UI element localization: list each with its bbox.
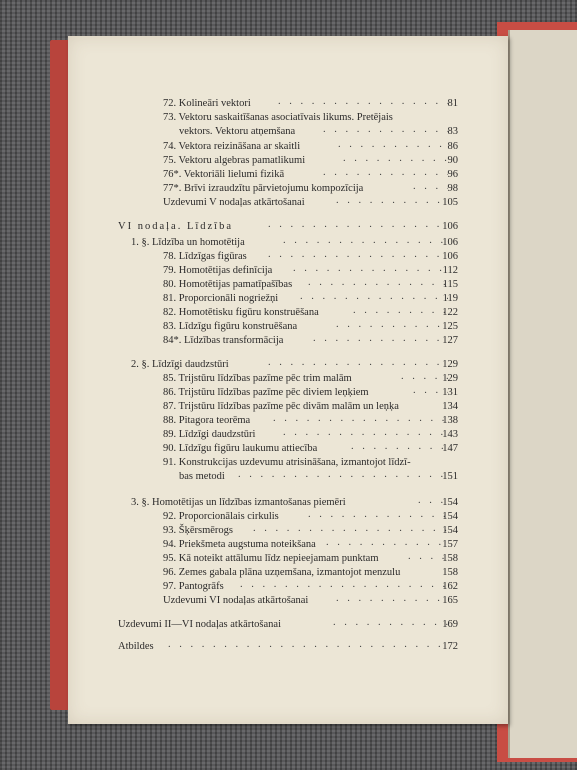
toc-entry (68, 552, 508, 566)
entry-text: Uzdevumi VI nodaļas atkārtošanai (163, 595, 309, 606)
entry-text: 76*. Vektoriāli lielumi fizikā (163, 169, 285, 180)
leader-dots (240, 578, 448, 592)
leader-dots (273, 412, 448, 426)
leader-dots (168, 638, 448, 652)
entry-text: 79. Homotētijas definīcija (163, 265, 273, 276)
entry-page: 96 (447, 169, 458, 180)
entry-text: Uzdevumi V nodaļas atkārtošanai (163, 197, 305, 208)
entry-text: bas metodi (179, 471, 225, 482)
toc-entry (68, 618, 508, 632)
entry-page: 138 (442, 415, 458, 426)
entry-page: 112 (442, 265, 458, 276)
entry-text: 80. Homotētijas pamatīpašības (163, 279, 293, 290)
entry-text: 73. Vektoru saskaitīšanas asociatīvais likums. Pretējais (163, 112, 393, 123)
entry-text: 75. Vektoru algebras pamatlikumi (163, 155, 306, 166)
entry-page: 131 (442, 387, 458, 398)
entry-page: 129 (442, 373, 458, 384)
entry-text: 90. Līdzīgu figūru laukumu attiecība (163, 443, 318, 454)
entry-page: 158 (442, 567, 458, 578)
entry-text: 86. Trijstūru līdzības pazīme pēc diviem leņķiem (163, 387, 369, 398)
entry-text: 85. Trijstūru līdzības pazīme pēc trim malām (163, 373, 352, 384)
entry-text: 72. Kolineāri vektori (163, 98, 251, 109)
entry-page: 106 (442, 251, 458, 262)
entry-text: 88. Pitagora teorēma (163, 415, 251, 426)
entry-page: 105 (442, 197, 458, 208)
entry-text: 84*. Līdzības transformācija (163, 335, 284, 346)
entry-text: 92. Proporcionālais cirkulis (163, 511, 279, 522)
entry-page: 127 (442, 335, 458, 346)
leader-dots (238, 468, 448, 482)
toc-entry (68, 97, 508, 111)
entry-text: 93. Šķērsmērogs (163, 525, 233, 536)
entry-page: 125 (442, 321, 458, 332)
entry-page: 143 (442, 429, 458, 440)
entry-text: 95. Kā noteikt attālumu līdz nepieejamam punktam (163, 553, 379, 564)
leader-dots (268, 356, 448, 370)
entry-text: 82. Homotētisku figūru konstruēšana (163, 307, 319, 318)
entry-text: vektors. Vektoru atņemšana (179, 126, 296, 137)
entry-page: 154 (442, 497, 458, 508)
entry-text: 96. Zemes gabala plāna uzņemšana, izmantojot menzulu (163, 567, 401, 578)
toc-chapter (68, 220, 508, 234)
entry-text: 87. Trijstūru līdzības pazīme pēc divām malām un leņķa (163, 401, 399, 412)
entry-page: 169 (442, 619, 458, 630)
section-title: 3. §. Homotētijas un līdzības izmantošanas piemēri (131, 497, 346, 508)
entry-page: 157 (442, 539, 458, 550)
entry-page: 158 (442, 553, 458, 564)
toc-entry (68, 594, 508, 608)
entry-text: Atbildes (118, 641, 154, 652)
entry-text: Uzdevumi II—VI nodaļas atkārtošanai (118, 619, 281, 630)
entry-page: 106 (442, 221, 458, 232)
entry-text: 83. Līdzīgu figūru konstruēšana (163, 321, 298, 332)
entry-page: 165 (442, 595, 458, 606)
entry-page: 115 (442, 279, 458, 290)
toc-entry (68, 125, 508, 139)
entry-text: 91. Konstrukcijas uzdevumu atrisināšana, izmantojot līdzī- (163, 457, 411, 468)
leader-dots (293, 262, 448, 276)
entry-text: 74. Vektora reizināšana ar skaitli (163, 141, 301, 152)
entry-text: 78. Līdzīgas figūras (163, 251, 247, 262)
entry-page: 106 (442, 237, 458, 248)
leader-dots (283, 426, 448, 440)
toc-entry (68, 386, 508, 400)
leader-dots (283, 234, 448, 248)
facing-page (508, 30, 577, 758)
leader-dots (278, 95, 448, 109)
section-title: 2. §. Līdzīgi daudzstūri (131, 359, 229, 370)
leader-dots (268, 218, 448, 232)
entry-page: 134 (442, 401, 458, 412)
entry-page: 90 (447, 155, 458, 166)
entry-page: 154 (442, 511, 458, 522)
entry-text: 77*. Brīvi izraudzītu pārvietojumu kompozīcija (163, 183, 364, 194)
entry-page: 83 (447, 126, 458, 137)
entry-text: 94. Priekšmeta augstuma noteikšana (163, 539, 316, 550)
entry-page: 162 (442, 581, 458, 592)
contents-page (68, 36, 508, 724)
leader-dots (253, 522, 448, 536)
entry-page: 172 (442, 641, 458, 652)
entry-page: 154 (442, 525, 458, 536)
leader-dots (268, 248, 448, 262)
toc-entry (68, 334, 508, 348)
entry-page: 119 (442, 293, 458, 304)
chapter-title: VI nodaļa. Līdzība (118, 221, 234, 232)
entry-page: 98 (447, 183, 458, 194)
toc-entry (68, 470, 508, 484)
toc-entry (68, 442, 508, 456)
entry-page: 147 (442, 443, 458, 454)
leader-dots (308, 276, 448, 290)
entry-page: 86 (447, 141, 458, 152)
entry-text: 97. Pantogrāfs (163, 581, 224, 592)
entry-page: 151 (442, 471, 458, 482)
section-title: 1. §. Līdzība un homotētija (131, 237, 245, 248)
entry-page: 81 (447, 98, 458, 109)
entry-page: 129 (442, 359, 458, 370)
leader-dots (308, 508, 448, 522)
leader-dots (300, 290, 448, 304)
toc-entry (68, 196, 508, 210)
entry-text: 89. Līdzīgi daudzstūri (163, 429, 256, 440)
entry-text: 81. Proporcionāli nogriežņi (163, 293, 279, 304)
entry-page: 122 (442, 307, 458, 318)
toc-entry (68, 640, 508, 654)
